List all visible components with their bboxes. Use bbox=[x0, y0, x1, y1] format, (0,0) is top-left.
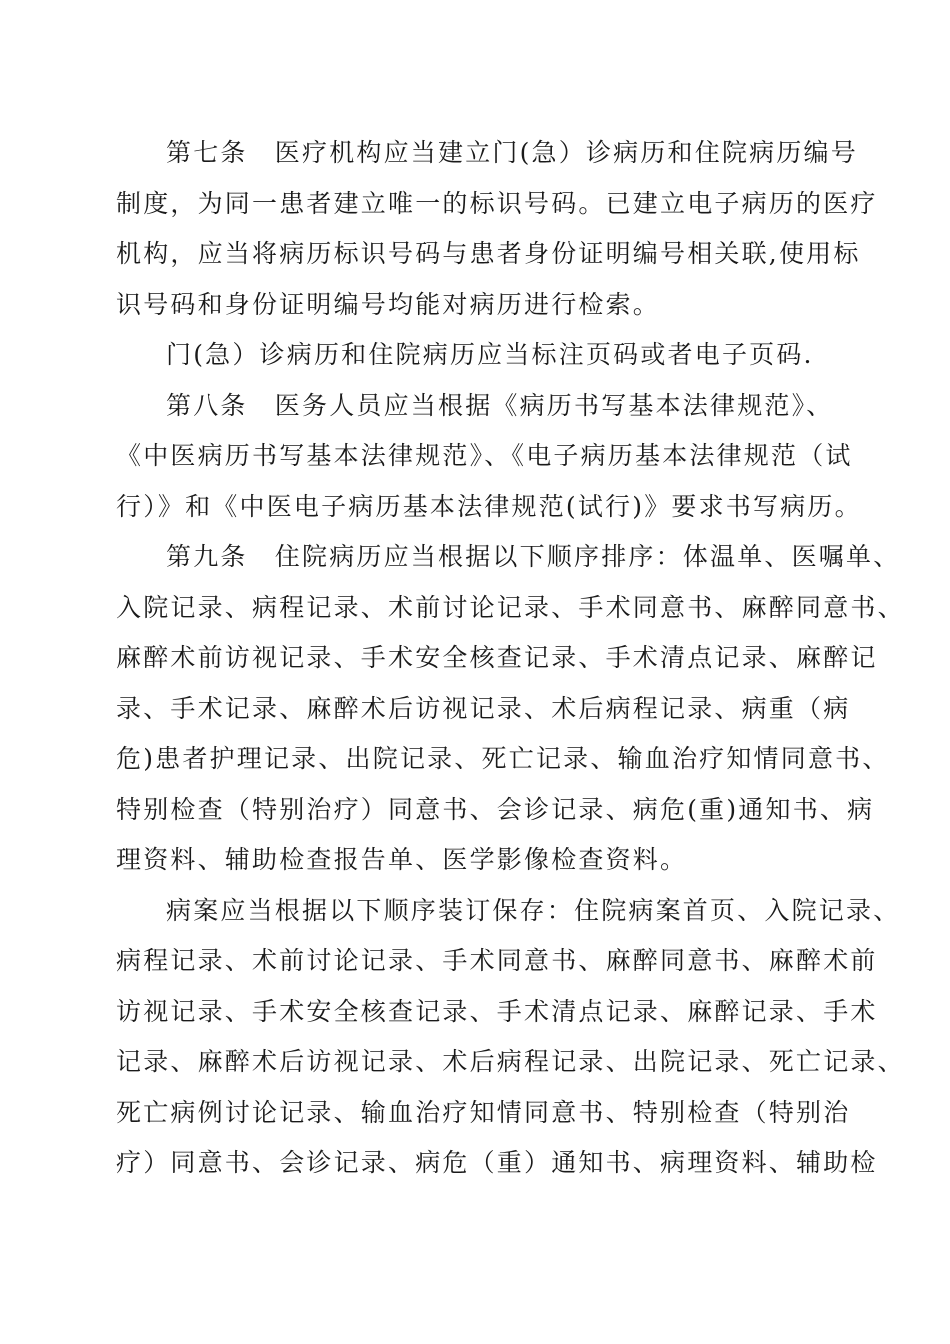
text-line: 行）》和《中医电子病历基本法律规范(试行)》要求书写病历。 bbox=[116, 491, 862, 521]
text-line: 入院记录、病程记录、术前讨论记录、手术同意书、麻醉同意书、 bbox=[116, 592, 905, 622]
text-line: 《中医病历书写基本法律规范》、《电子病历基本法律规范（试 bbox=[116, 441, 853, 470]
text-line: 访视记录、手术安全核查记录、手术清点记录、麻醉记录、手术 bbox=[116, 996, 878, 1026]
text-line: 第八条 医务人员应当根据《病历书写基本法律规范》、 bbox=[166, 390, 834, 420]
text-line: 机构，应当将病历标识号码与患者身份证明编号相关联,使用标 bbox=[116, 239, 861, 268]
text-line: 门(急）诊病历和住院病历应当标注页码或者电子页码. bbox=[166, 340, 814, 369]
text-line: 危)患者护理记录、出院记录、死亡记录、输血治疗知情同意书、 bbox=[116, 744, 890, 773]
text-line: 制度，为同一患者建立唯一的标识号码。已建立电子病历的医疗 bbox=[116, 188, 878, 218]
text-line: 死亡病例讨论记录、输血治疗知情同意书、特别检查（特别治 bbox=[116, 1097, 851, 1127]
text-line: 特别检查（特别治疗）同意书、会诊记录、病危(重)通知书、病 bbox=[116, 794, 875, 824]
text-line: 第七条 医疗机构应当建立门(急）诊病历和住院病历编号 bbox=[166, 138, 858, 167]
text-line: 记录、麻醉术后访视记录、术后病程记录、出院记录、死亡记录、 bbox=[116, 1047, 905, 1076]
text-line: 病程记录、术前讨论记录、手术同意书、麻醉同意书、麻醉术前 bbox=[116, 946, 878, 975]
document-body bbox=[116, 128, 905, 1189]
text-line: 病案应当根据以下顺序装订保存：住院病案首页、入院记录、 bbox=[166, 895, 901, 925]
text-line: 麻醉术前访视记录、手术安全核查记录、手术清点记录、麻醉记 bbox=[116, 643, 878, 672]
text-line: 理资料、辅助检查报告单、医学影像检查资料。 bbox=[116, 845, 688, 874]
text-line: 第九条 住院病历应当根据以下顺序排序：体温单、医嘱单、 bbox=[166, 542, 901, 571]
text-line: 录、手术记录、麻醉术后访视记录、术后病程记录、病重（病 bbox=[116, 693, 851, 723]
text-line: 识号码和身份证明编号均能对病历进行检索。 bbox=[116, 289, 661, 319]
text-line: 疗）同意书、会诊记录、病危（重）通知书、病理资料、辅助检 bbox=[116, 1148, 878, 1177]
